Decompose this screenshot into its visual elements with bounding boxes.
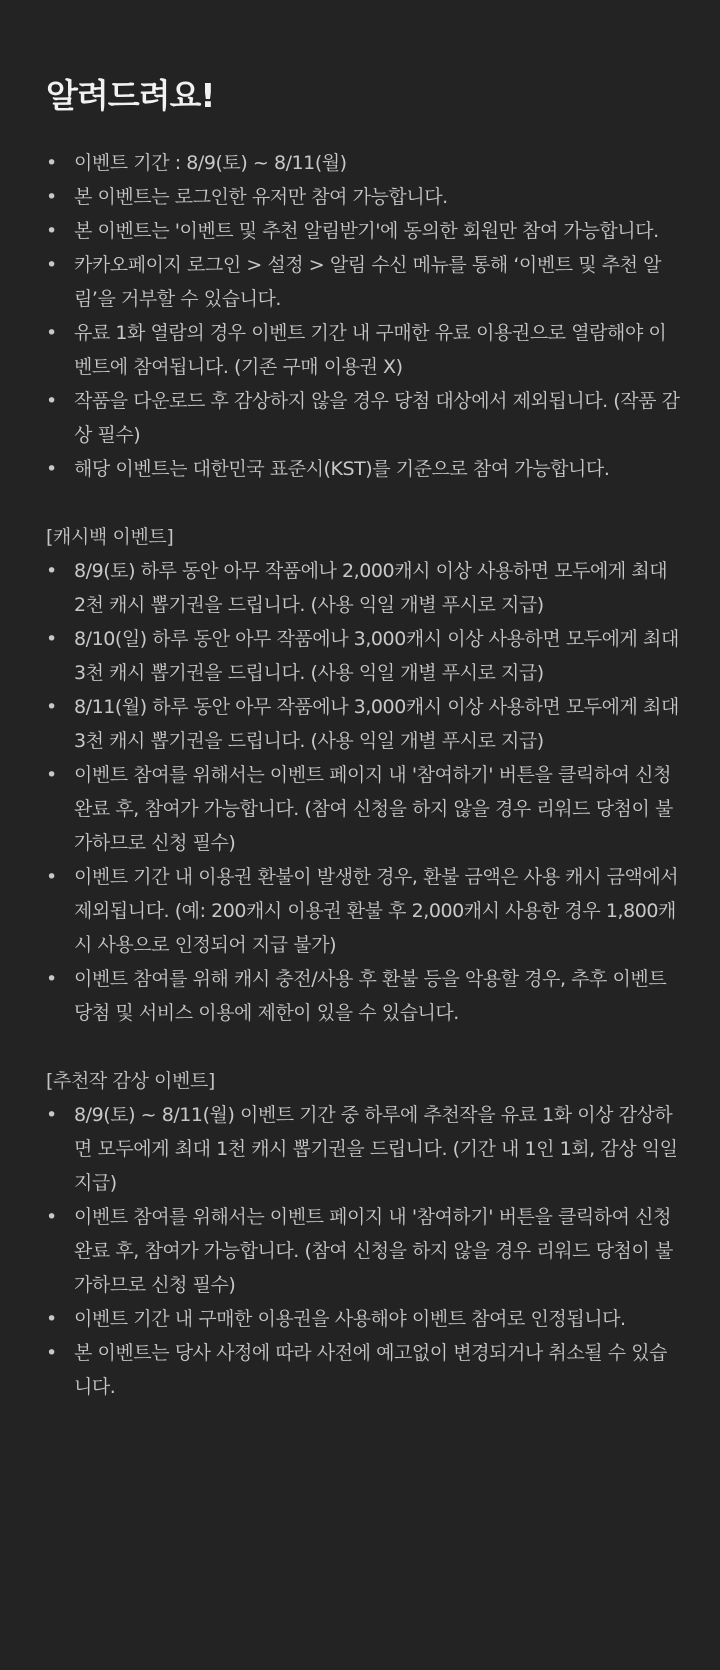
list-item-text: 작품을 다운로드 후 감상하지 않을 경우 당첨 대상에서 제외됩니다. (작품 감상 필수) (74, 390, 680, 446)
section-divider (46, 486, 680, 520)
list-item-text: 본 이벤트는 당사 사정에 따라 사전에 예고없이 변경되거나 취소될 수 있습니다. (74, 1342, 668, 1398)
bullet-icon: • (46, 1308, 57, 1330)
bullet-icon: • (46, 1342, 57, 1364)
bullet-icon: • (46, 968, 57, 990)
general-notice-list (46, 146, 680, 486)
bullet-icon: • (46, 764, 57, 786)
list-item (46, 690, 680, 758)
bullet-icon: • (46, 458, 57, 480)
bullet-icon: • (46, 628, 57, 650)
list-item (46, 554, 680, 622)
list-item-text: 이벤트 참여를 위해 캐시 충전/사용 후 환불 등을 악용할 경우, 추후 이벤트 당첨 및 서비스 이용에 제한이 있을 수 있습니다. (74, 968, 667, 1024)
section-divider (46, 1030, 680, 1064)
list-item-text: 해당 이벤트는 대한민국 표준시(KST)를 기준으로 참여 가능합니다. (74, 458, 610, 480)
bullet-icon: • (46, 254, 57, 276)
list-item (46, 452, 680, 486)
recommended-notice-list (46, 1098, 680, 1404)
bullet-icon: • (46, 1206, 57, 1228)
list-item-text: 유료 1화 열람의 경우 이벤트 기간 내 구매한 유료 이용권으로 열람해야 이벤트에 참여됩니다. (기존 구매 이용권 X) (74, 322, 667, 378)
list-item-text: 이벤트 기간 내 구매한 이용권을 사용해야 이벤트 참여로 인정됩니다. (74, 1308, 626, 1330)
list-item (46, 248, 680, 316)
bullet-icon: • (46, 696, 57, 718)
list-item-text: 본 이벤트는 '이벤트 및 추천 알림받기'에 동의한 회원만 참여 가능합니다. (74, 220, 659, 242)
list-item (46, 1336, 680, 1404)
list-item (46, 622, 680, 690)
list-item (46, 180, 680, 214)
bullet-icon: • (46, 322, 57, 344)
list-item-text: 8/9(토) ~ 8/11(월) 이벤트 기간 중 하루에 추천작을 유료 1화 이상 감상하면 모두에게 최대 1천 캐시 뽑기권을 드립니다. (기간 내 1인 1회, 감상 익일 지급) (74, 1104, 678, 1194)
list-item (46, 1098, 680, 1200)
bullet-icon: • (46, 152, 57, 174)
list-item (46, 384, 680, 452)
list-item-text: 8/9(토) 하루 동안 아무 작품에나 2,000캐시 이상 사용하면 모두에게 최대 2천 캐시 뽑기권을 드립니다. (사용 익일 개별 푸시로 지급) (74, 560, 668, 616)
list-item (46, 860, 680, 962)
bullet-icon: • (46, 866, 57, 888)
list-item-text: 이벤트 기간 내 이용권 환불이 발생한 경우, 환불 금액은 사용 캐시 금액에서 제외됩니다. (예: 200캐시 이용권 환불 후 2,000캐시 사용한 경우 1,800캐시 사용으로 인정되어 지급 불가) (74, 866, 679, 956)
list-item (46, 214, 680, 248)
bullet-icon: • (46, 220, 57, 242)
list-item (46, 1302, 680, 1336)
recommended-section-heading: [추천작 감상 이벤트] (46, 1070, 215, 1092)
list-item (46, 316, 680, 384)
list-item (46, 1200, 680, 1302)
bullet-icon: • (46, 560, 57, 582)
list-item (46, 758, 680, 860)
list-item-text: 8/10(일) 하루 동안 아무 작품에나 3,000캐시 이상 사용하면 모두에게 최대 3천 캐시 뽑기권을 드립니다. (사용 익일 개별 푸시로 지급) (74, 628, 679, 684)
list-item-text: 8/11(월) 하루 동안 아무 작품에나 3,000캐시 이상 사용하면 모두에게 최대 3천 캐시 뽑기권을 드립니다. (사용 익일 개별 푸시로 지급) (74, 696, 679, 752)
bullet-icon: • (46, 186, 57, 208)
list-item-text: 본 이벤트는 로그인한 유저만 참여 가능합니다. (74, 186, 448, 208)
cashback-section-heading: [캐시백 이벤트] (46, 526, 174, 548)
list-item (46, 146, 680, 180)
list-item-text: 카카오페이지 로그인 > 설정 > 알림 수신 메뉴를 통해 ‘이벤트 및 추천 알림’을 거부할 수 있습니다. (74, 254, 662, 310)
notice-title: 알려드려요! (46, 76, 215, 115)
cashback-notice-list (46, 554, 680, 1030)
list-item-text: 이벤트 참여를 위해서는 이벤트 페이지 내 '참여하기' 버튼을 클릭하여 신청 완료 후, 참여가 가능합니다. (참여 신청을 하지 않을 경우 리워드 당첨이 불가하므로 신청 필수) (74, 764, 673, 854)
bullet-icon: • (46, 390, 57, 412)
bullet-icon: • (46, 1104, 57, 1126)
list-item (46, 962, 680, 1030)
list-item-text: 이벤트 참여를 위해서는 이벤트 페이지 내 '참여하기' 버튼을 클릭하여 신청 완료 후, 참여가 가능합니다. (참여 신청을 하지 않을 경우 리워드 당첨이 불가하므로 신청 필수) (74, 1206, 673, 1296)
list-item-text: 이벤트 기간 : 8/9(토) ~ 8/11(월) (74, 152, 347, 174)
